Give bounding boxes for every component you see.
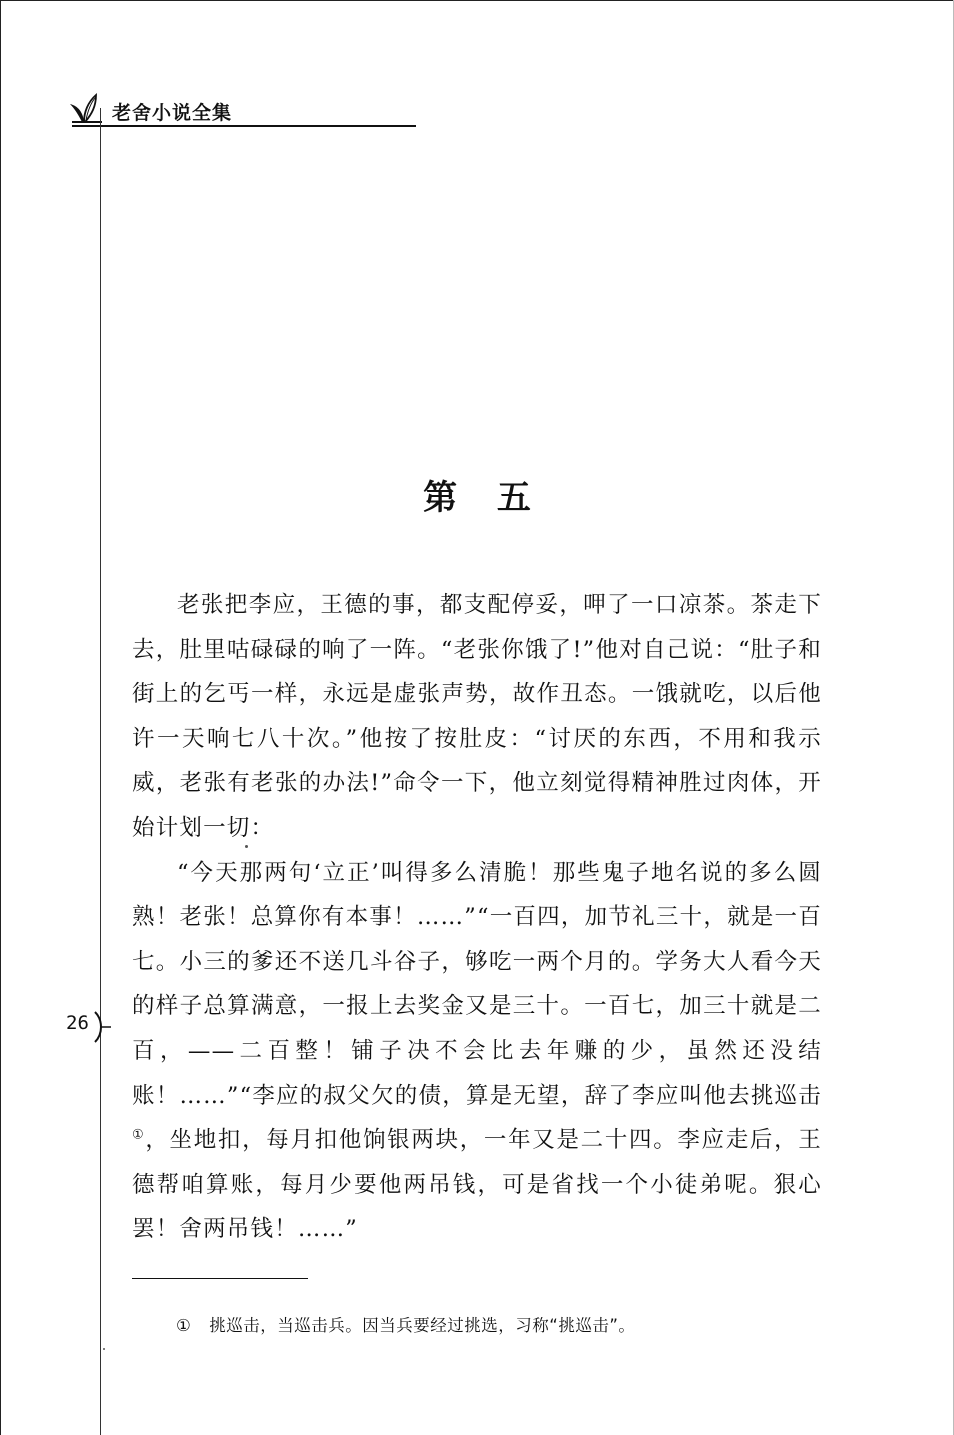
footnote-rule	[132, 1278, 308, 1279]
paragraph	[132, 851, 822, 1252]
footnote-marker: ①	[176, 1316, 192, 1335]
book-title: 老舍小说全集	[112, 102, 233, 124]
body-text	[132, 583, 822, 1252]
running-header	[68, 92, 416, 126]
page-border-left	[0, 0, 1, 1435]
page-number-bracket	[93, 1010, 111, 1044]
footnote	[176, 1312, 635, 1336]
paragraph-text: “今天那两句‘立正’叫得多么清脆！那些鬼子地名说的多么圆熟！老张！总算你有本事！……”“一百四，加节礼三十，就是一百七。小三的爹还不送几斗谷子，够吃一两个月的。学务大人看今天的样子总算满意，一报上去奖金又是三十。一百七，加三十就是二百，——二百整！铺子决不会比去年赚的少，虽然还没结账！……”“李应的叔父欠的债，算是无望，辞了李应叫他去挑巡击	[132, 859, 822, 1109]
header-rule	[72, 125, 416, 127]
margin-rule	[100, 108, 101, 1435]
footnote-reference: ①	[132, 1127, 146, 1143]
scan-speck	[103, 1348, 105, 1350]
scan-speck	[245, 845, 248, 848]
paragraph-text: ，坐地扣，每月扣他饷银两块，一年又是二十四。李应走后，王德帮咱算账，每月少要他两吊钱，可是省找一个小徒弟呢。狠心罢！舍两吊钱！……”	[132, 1127, 822, 1243]
chapter-title: 第 五	[423, 478, 531, 518]
footnote-text: 挑巡击，当巡击兵。因当兵要经过挑选，习称“挑巡击”。	[209, 1316, 636, 1335]
page-number: 26	[66, 1012, 89, 1034]
page-border-top	[0, 0, 954, 1]
paragraph: 老张把李应，王德的事，都支配停妥，呷了一口凉茶。茶走下去，肚里咕碌碌的响了一阵。“老张你饿了!”他对自己说：“肚子和街上的乞丐一样，永远是虚张声势，故作丑态。一饿就吃，以后他许一天响七八十次。”他按了按肚皮：“讨厌的东西，不用和我示威，老张有老张的办法!”命令一下，他立刻觉得精神胜过肉体，开始计划一切：	[132, 592, 822, 841]
